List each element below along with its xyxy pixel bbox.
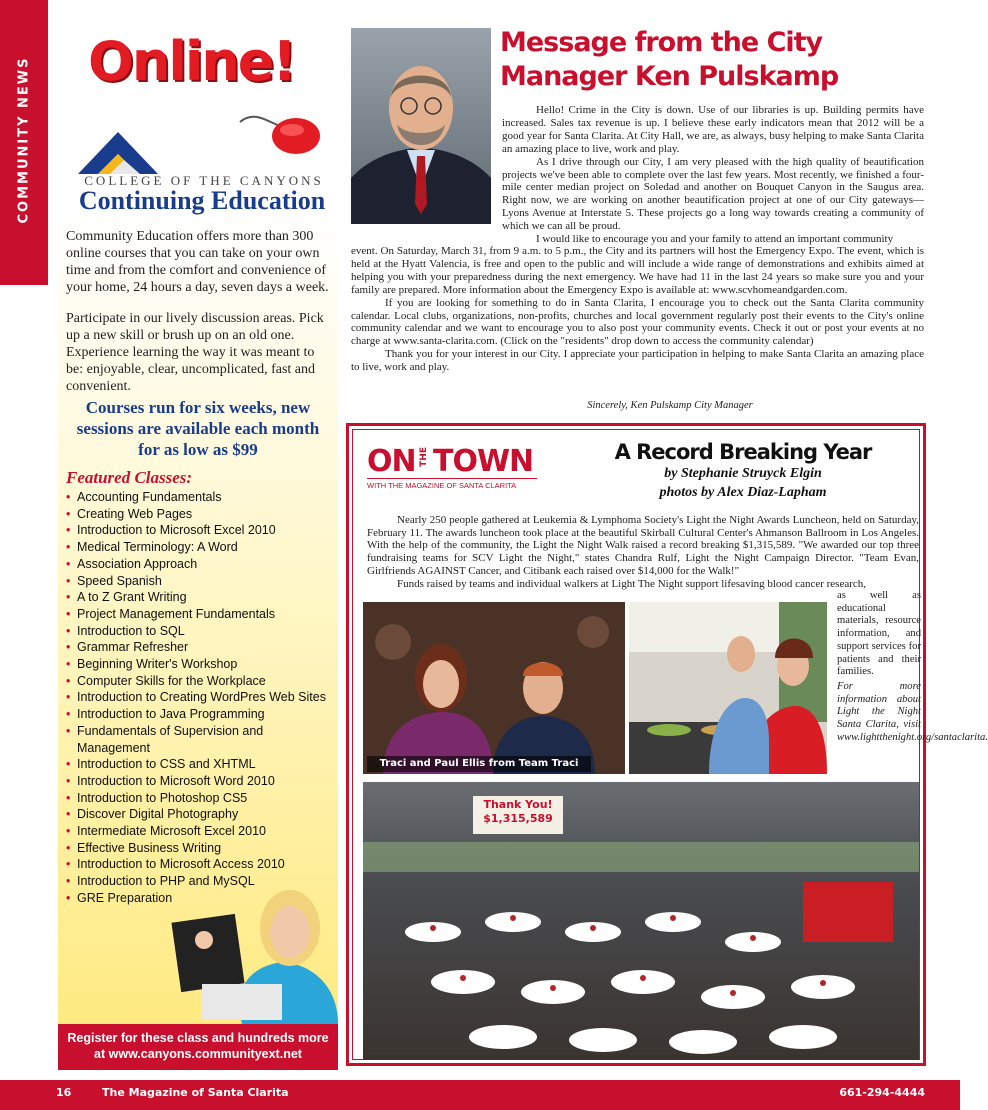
class-item: • Association Approach: [66, 556, 336, 573]
program-title: Continuing Education: [78, 186, 326, 215]
cm-paragraph-3-start: I would like to encourage you and your family to attend an important community: [536, 233, 894, 246]
city-manager-body-bottom: [351, 245, 924, 374]
on-the-town-box: [346, 423, 988, 1066]
phone-number: 661-294-4444: [839, 1086, 925, 1099]
section-tab: [0, 0, 48, 285]
class-item: • Accounting Fundamentals: [66, 489, 336, 506]
more-info-text: For more information about Light the Night Santa Clarita, visit www.lightthenight.org/santaclarita.: [837, 680, 988, 743]
logo-on: ON: [367, 444, 416, 479]
register-url[interactable]: at www.canyons.communityext.net: [94, 1047, 302, 1061]
section-tab-label: COMMUNITY NEWS: [16, 56, 32, 224]
class-item: • Introduction to SQL: [66, 623, 336, 640]
class-item: • Creating Web Pages: [66, 506, 336, 523]
logo-town: TOWN: [433, 444, 534, 479]
class-item: • Introduction to Microsoft Access 2010: [66, 856, 336, 873]
class-item: • A to Z Grant Writing: [66, 589, 336, 606]
online-headline: Online!: [88, 30, 296, 93]
register-banner[interactable]: [58, 1024, 338, 1070]
featured-classes-list: [66, 489, 336, 907]
thank-you-banner: Thank You! $1,315,589: [483, 798, 553, 825]
class-item: • Introduction to Photoshop CS5: [66, 790, 336, 807]
class-item: • Effective Business Writing: [66, 840, 336, 857]
class-item: • Medical Terminology: A Word: [66, 539, 336, 556]
team-traci-photo: [363, 602, 625, 774]
class-item: • Speed Spanish: [66, 573, 336, 590]
class-item: • Introduction to PHP and MySQL: [66, 873, 336, 890]
record-year-body: [367, 514, 919, 590]
courses-run-notice: Courses run for six weeks, new sessions are available each month for as low as $99: [76, 398, 320, 459]
buffet-photo-art: [629, 602, 827, 774]
page-number: 16: [56, 1086, 72, 1099]
logo-the: THE: [419, 447, 429, 467]
logo-subtitle: WITH THE MAGAZINE OF SANTA CLARITA: [367, 478, 537, 490]
cm-paragraph-3-rest: event. On Saturday, March 31, from 9 a.m. to 5 p.m., the City and its partners will host the Emergency Expo. The event, which is held at the Hyatt Valencia, is free and open to the public and will include a wide range of demonstrations and exhibits aimed at helping you with your preparedness during the next emergency. We have had 11 in the last 24 years so make sure you and your family are prepared. More information about the Emergency Expo is available at: www.scvhomeandgarden.com.: [351, 245, 924, 296]
ad-discussion-paragraph: Participate in our lively discussion areas. Pick up a new skill or brush up on an old one. Experience learning the way it was meant to be: enjoyable, clear, uncomplicated, fast and convenient.: [66, 311, 324, 394]
class-item: • Introduction to CSS and XHTML: [66, 756, 336, 773]
cm-paragraph-4: If you are looking for something to do in Santa Clarita, I encourage you to check out the Santa Clarita community calendar. Local clubs, organizations, non-profits, churches and local government regularly post their events to the City's online community calendar and we want to encourage you to also post your community events. Check it out or post your events at no charge at www.santa-clarita.com. (Click on the "residents" drop down to access the community calendar): [351, 296, 924, 348]
cm-paragraph-2: As I drive through our City, I am very pleased with the high quality of beautification projects we've been able to complete over the last few years. Most recently, we finished a four-mile center median project on Soledad and another on Bouquet Canyon in the Saugus area. Right now, we are working on another beautification project at one of our City gateways—Lyons Avenue at Interstate 5. These projects go a long way towards creating a community of which we can all be proud.: [502, 155, 924, 233]
class-item: • Discover Digital Photography: [66, 806, 336, 823]
magazine-name: The Magazine of Santa Clarita: [102, 1086, 289, 1099]
class-item: • Computer Skills for the Workplace: [66, 673, 336, 690]
continuing-education-ad: [58, 28, 338, 1070]
cm-paragraph-5: Thank you for your interest in our City. I appreciate your participation in helping to make Santa Clarita an amazing place to live, work and play.: [351, 348, 924, 374]
class-item: • Fundamentals of Supervision and Management: [66, 723, 336, 756]
class-item: • Introduction to Microsoft Word 2010: [66, 773, 336, 790]
featured-classes-heading: Featured Classes:: [66, 468, 193, 487]
register-line-1: Register for these class and hundreds more: [67, 1031, 329, 1045]
on-the-town-inner: [352, 429, 988, 1060]
team-traci-photo-art: [363, 602, 625, 774]
cm-paragraph-1: Hello! Crime in the City is down. Use of our libraries is up. Building permits have increased. Sales tax revenue is up. I believe these early indicators mean that 2012 will be a good year for Santa Clarita. At City Hall, we are, as always, busy helping to make Santa Clarita an amazing place to live, work and play.: [502, 104, 924, 155]
class-item: • Beginning Writer's Workshop: [66, 656, 336, 673]
city-manager-body-top: [502, 104, 924, 246]
city-manager-signature: Sincerely, Ken Pulskamp City Manager: [587, 400, 753, 411]
on-the-town-logo: [367, 444, 537, 490]
class-item: • GRE Preparation: [66, 890, 336, 907]
rb-paragraph-1: Nearly 250 people gathered at Leukemia & Lymphoma Society's Light the Night Awards Luncheon, held on Saturday, February 11. The awards luncheon took place at the beautiful Skirball Cultural Center's Ahmanson Ballroom in Los Angeles. With the help of the community, the Light the Night Walk raised a record breaking $1,315,589. "We awarded our top three fundraising teams for SCV Light the Night," states Chandra Rulf, Light the Night Campaign Director. "Team Evan, Girlfriends AGAINST Cancer, and Citibank each raised over $14,000 for the Walk!": [367, 514, 919, 577]
ballroom-photo-art: [363, 782, 919, 1060]
college-name: COLLEGE OF THE CANYONS: [84, 173, 324, 188]
class-item: • Introduction to Microsoft Excel 2010: [66, 522, 336, 539]
city-manager-portrait: [351, 28, 491, 224]
class-item: • Project Management Fundamentals: [66, 606, 336, 623]
class-item: • Intermediate Microsoft Excel 2010: [66, 823, 336, 840]
page-footer: [0, 1080, 960, 1110]
student-laptop-photo: [162, 866, 338, 1024]
support-side-column: [837, 590, 988, 744]
class-item: • Introduction to Creating WordPres Web Sites: [66, 689, 336, 706]
photo-caption: Traci and Paul Ellis from Team Traci: [367, 756, 591, 772]
support-text: as well as educational materials, resource information, and support services for patients and their families.: [837, 590, 921, 678]
ballroom-photo: [363, 782, 919, 1060]
record-year-title: A Record Breaking Year: [614, 440, 872, 464]
ad-intro-paragraph: Community Education offers more than 300 online courses that you can take on your own time and from the comfort and convenience of your home, 24 hours a day, seven days a week.: [66, 229, 329, 295]
photo-byline: photos by Alex Diaz-Lapham: [659, 485, 827, 500]
rb-paragraph-2: Funds raised by teams and individual walkers at Light The Night support lifesaving blood cancer research,: [397, 577, 867, 590]
author-byline: by Stephanie Struyck Elgin: [664, 466, 822, 481]
class-item: • Grammar Refresher: [66, 639, 336, 656]
buffet-photo: [629, 602, 827, 774]
computer-mouse-icon: [238, 102, 320, 158]
city-manager-title: Message from the City Manager Ken Pulskamp: [500, 27, 839, 92]
class-item: • Introduction to Java Programming: [66, 706, 336, 723]
